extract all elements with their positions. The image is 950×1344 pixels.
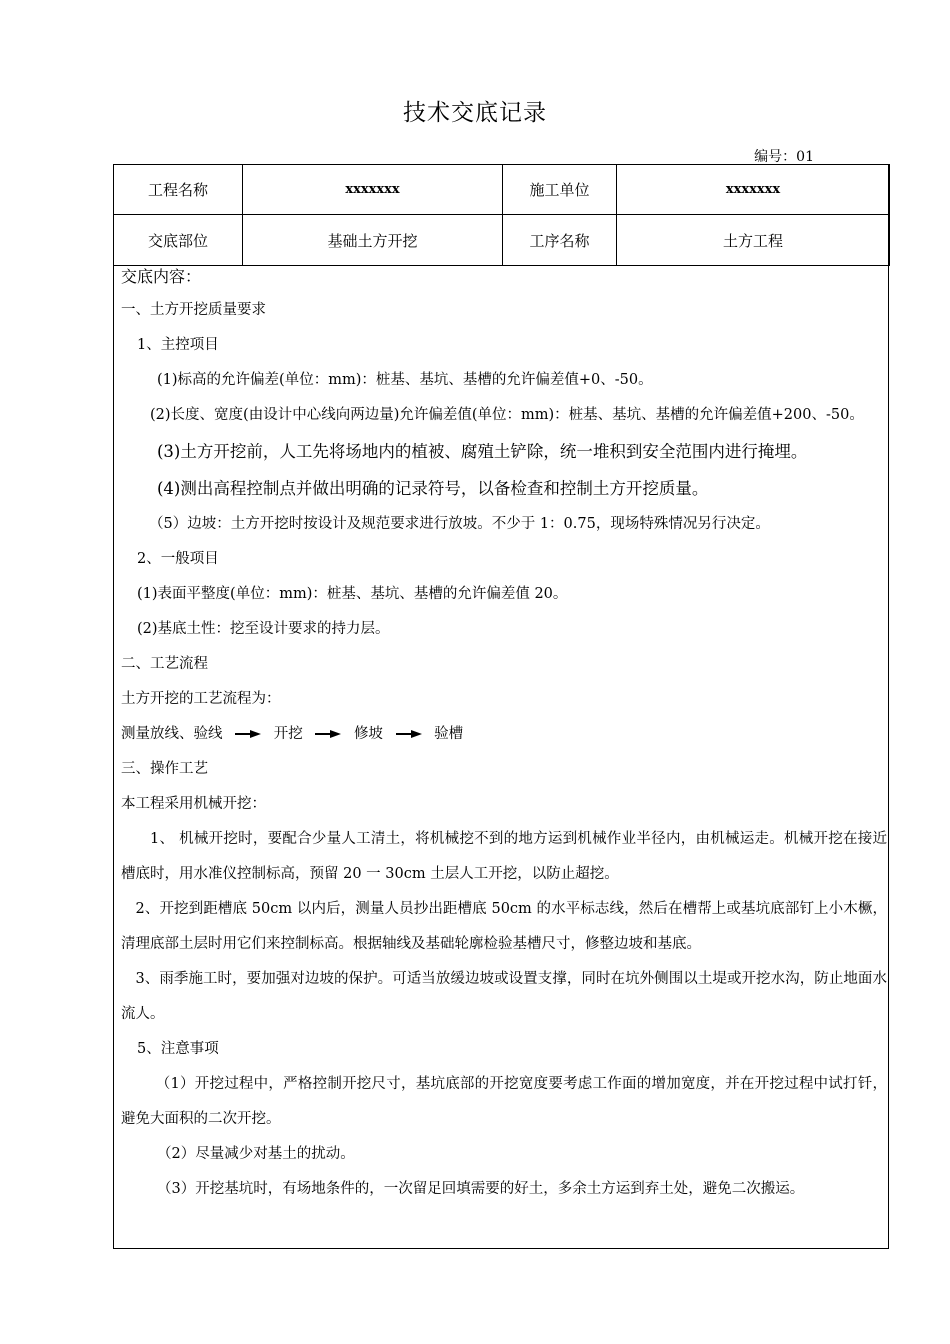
process-value: 土方工程 bbox=[617, 215, 890, 266]
contractor-label: 施工单位 bbox=[503, 165, 617, 215]
flow-arrow-icon bbox=[315, 729, 341, 739]
project-name-value: xxxxxxx bbox=[243, 165, 503, 215]
note-2: （2）尽量减少对基土的扰动。 bbox=[157, 1146, 355, 1162]
document-title: 技术交底记录 bbox=[403, 100, 547, 126]
project-name-label: 工程名称 bbox=[114, 165, 243, 215]
main-item-2: (2)长度、宽度(由设计中心线向两边量)允许偏差值(单位：mm)：桩基、基坑、基槽的允许偏差值+200、-50。 bbox=[150, 407, 864, 423]
disclosure-content bbox=[121, 266, 887, 1207]
general-items-heading: 2、一般项目 bbox=[137, 551, 219, 567]
serial-number: 编号：01 bbox=[754, 149, 814, 165]
main-item-4: (4)测出高程控制点并做出明确的记录符号，以备检查和控制土方开挖质量。 bbox=[157, 479, 709, 498]
section-2-title: 二、工艺流程 bbox=[121, 656, 208, 672]
flow-arrow-icon bbox=[396, 729, 422, 739]
main-item-5: （5）边坡：土方开挖时按设计及规范要求进行放坡。不少于 1：0.75，现场特殊情况另行决定。 bbox=[149, 516, 770, 532]
flow-step-2: 开挖 bbox=[273, 726, 303, 742]
part-label: 交底部位 bbox=[114, 215, 243, 266]
operation-paragraph-2: 2、开挖到距槽底 50cm 以内后，测量人员抄出距槽底 50cm 的水平标志线，然后在槽帮上或基坑底部钉上小木橛，清理底部土层时用它们来控制标高。根据轴线及基础轮廓检验基槽尺寸，修整边坡和基底。 bbox=[121, 901, 887, 952]
note-1: （1）开挖过程中，严格控制开挖尺寸，基坑底部的开挖宽度要考虑工作面的增加宽度，并在开挖过程中试打钎，避免大面积的二次开挖。 bbox=[121, 1076, 887, 1127]
content-label: 交底内容： bbox=[121, 267, 202, 286]
header-table bbox=[113, 164, 890, 266]
contractor-value: xxxxxxx bbox=[617, 165, 890, 215]
notes-heading: 5、注意事项 bbox=[137, 1041, 219, 1057]
flow-arrow-icon bbox=[235, 729, 261, 739]
process-label: 工序名称 bbox=[503, 215, 617, 266]
flow-step-4: 验槽 bbox=[434, 726, 464, 742]
main-items-heading: 1、主控项目 bbox=[137, 337, 219, 353]
flow-step-1: 测量放线、验线 bbox=[121, 726, 223, 742]
main-item-3: (3)土方开挖前，人工先将场地内的植被、腐殖土铲除，统一堆积到安全范围内进行掩埋。 bbox=[157, 442, 808, 461]
section-3-title: 三、操作工艺 bbox=[121, 761, 208, 777]
main-item-1: (1)标高的允许偏差(单位：mm)：桩基、基坑、基槽的允许偏差值+0、-50。 bbox=[157, 372, 653, 388]
process-flow-intro: 土方开挖的工艺流程为： bbox=[121, 691, 281, 707]
flow-step-3: 修坡 bbox=[353, 726, 383, 742]
general-item-1: (1)表面平整度(单位：mm)：桩基、基坑、基槽的允许偏差值 20。 bbox=[137, 586, 568, 602]
operation-paragraph-3: 3、雨季施工时，要加强对边坡的保护。可适当放缓边坡或设置支撑，同时在坑外侧围以土堤或开挖水沟，防止地面水流人。 bbox=[121, 971, 887, 1022]
section-1-title: 一、土方开挖质量要求 bbox=[121, 302, 266, 318]
operation-paragraph-1: 1、 机械开挖时，要配合少量人工清土，将机械挖不到的地方运到机械作业半径内，由机械运走。机械开挖在接近槽底时，用水准仪控制标高，预留 20 一 30cm 土层人工开挖，以防止超挖。 bbox=[121, 831, 887, 882]
operation-intro: 本工程采用机械开挖： bbox=[121, 796, 266, 812]
process-flow bbox=[121, 717, 887, 752]
part-value: 基础土方开挖 bbox=[243, 215, 503, 266]
general-item-2: (2)基底土性：挖至设计要求的持力层。 bbox=[137, 621, 390, 637]
note-3: （3）开挖基坑时，有场地条件的，一次留足回填需要的好土，多余土方运到弃土处，避免二次搬运。 bbox=[157, 1181, 805, 1197]
